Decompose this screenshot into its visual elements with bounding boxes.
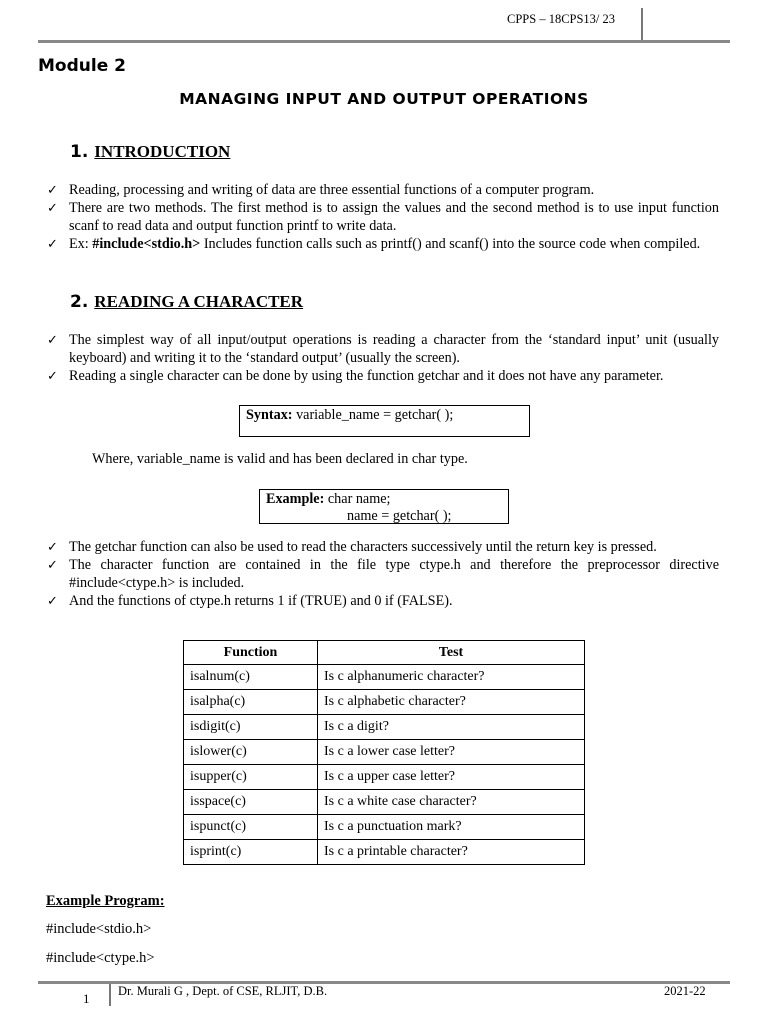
footer-author: Dr. Murali G , Dept. of CSE, RLJIT, D.B.: [118, 984, 328, 998]
function-cell: isupper(c): [184, 765, 318, 790]
where-note: Where, variable_name is valid and has been declared in char type.: [92, 451, 468, 467]
test-cell: Is c a digit?: [318, 715, 585, 740]
check-mark-icon: ✓: [47, 557, 58, 572]
check-mark-icon: ✓: [47, 182, 58, 197]
check-mark-icon: ✓: [47, 368, 58, 383]
example-label: Example:: [266, 491, 325, 507]
table-row: [184, 765, 585, 790]
function-cell: ispunct(c): [184, 815, 318, 840]
code-line: #include<ctype.h>: [46, 950, 155, 966]
column-header-test: Test: [318, 641, 585, 665]
function-cell: islower(c): [184, 740, 318, 765]
ctype-bullet-list: [47, 538, 719, 610]
check-mark-icon: ✓: [47, 539, 58, 554]
test-cell: Is c a white case character?: [318, 790, 585, 815]
function-cell: isalpha(c): [184, 690, 318, 715]
header-course-code: CPPS – 18CPS13/ 23: [507, 12, 616, 26]
header-rule: [38, 40, 730, 43]
ctype-function-table: [183, 640, 585, 865]
list-item: [47, 331, 719, 367]
section-title: INTRODUCTION: [94, 142, 231, 161]
page-number: 1: [83, 991, 90, 1006]
section-heading-introduction: [70, 142, 230, 162]
check-mark-icon: ✓: [47, 332, 58, 347]
list-item: [47, 199, 719, 235]
column-header-function: Function: [184, 641, 318, 665]
bullet-prefix: Ex:: [69, 236, 93, 252]
list-item: [47, 592, 719, 610]
function-cell: isdigit(c): [184, 715, 318, 740]
list-item: [47, 538, 719, 556]
syntax-box: [239, 405, 530, 437]
example-line-2: name = getchar( );: [347, 508, 452, 524]
footer-divider: [109, 984, 111, 1006]
table-row: [184, 715, 585, 740]
function-cell: isprint(c): [184, 840, 318, 865]
page-title: MANAGING INPUT AND OUTPUT OPERATIONS: [179, 90, 589, 108]
test-cell: Is c alphabetic character?: [318, 690, 585, 715]
syntax-label: Syntax:: [246, 407, 293, 423]
bullet-text: The character function are contained in the file type ctype.h and therefore the preprocessor directive #include<ctype.h> is included.: [69, 557, 719, 591]
example-program-heading: Example Program:: [46, 893, 165, 909]
bullet-text: There are two methods. The first method is to assign the values and the second method is to use input function scanf to read data and output function printf to write data.: [69, 200, 719, 234]
syntax-text: variable_name = getchar( );: [292, 407, 454, 423]
test-cell: Is c a lower case letter?: [318, 740, 585, 765]
function-cell: isspace(c): [184, 790, 318, 815]
table-row: [184, 740, 585, 765]
function-cell: isalnum(c): [184, 665, 318, 690]
test-cell: Is c a upper case letter?: [318, 765, 585, 790]
table-row: [184, 840, 585, 865]
list-item: [47, 181, 719, 199]
bullet-bold-code: #include<stdio.h>: [92, 236, 201, 252]
table-row: [184, 815, 585, 840]
intro-bullet-list: [47, 181, 719, 253]
list-item: [47, 367, 719, 385]
list-item: [47, 556, 719, 592]
test-cell: Is c a printable character?: [318, 840, 585, 865]
example-box: [259, 489, 509, 524]
test-cell: Is c alphanumeric character?: [318, 665, 585, 690]
table-row: [184, 690, 585, 715]
bullet-text: Reading a single character can be done by using the function getchar and it does not have any parameter.: [69, 368, 664, 384]
test-cell: Is c a punctuation mark?: [318, 815, 585, 840]
header-divider: [641, 8, 643, 41]
table-row: [184, 790, 585, 815]
example-line-1: char name;: [324, 491, 391, 507]
check-mark-icon: ✓: [47, 236, 58, 251]
bullet-text: The getchar function can also be used to read the characters successively until the return key is pressed.: [69, 539, 657, 555]
section-number: 1.: [70, 142, 89, 162]
bullet-text: Includes function calls such as printf() and scanf() into the source code when compiled.: [200, 236, 701, 252]
list-item: [47, 235, 719, 253]
bullet-text: The simplest way of all input/output operations is reading a character from the ‘standard input’ unit (usually keyboard) and writing it to the ‘standard output’ (usually the screen).: [69, 332, 719, 366]
module-label: Module 2: [38, 56, 126, 76]
check-mark-icon: ✓: [47, 593, 58, 608]
footer-year: 2021-22: [664, 984, 706, 998]
table-row: [184, 665, 585, 690]
section-heading-reading-a-character: [70, 292, 303, 312]
section-title: READING A CHARACTER: [94, 292, 304, 311]
bullet-text: Reading, processing and writing of data are three essential functions of a computer program.: [69, 182, 595, 198]
check-mark-icon: ✓: [47, 200, 58, 215]
section-number: 2.: [70, 292, 89, 312]
bullet-text: And the functions of ctype.h returns 1 if (TRUE) and 0 if (FALSE).: [69, 593, 453, 609]
table-header-row: [184, 641, 585, 665]
code-line: #include<stdio.h>: [46, 921, 152, 937]
reading-bullet-list: [47, 331, 719, 385]
